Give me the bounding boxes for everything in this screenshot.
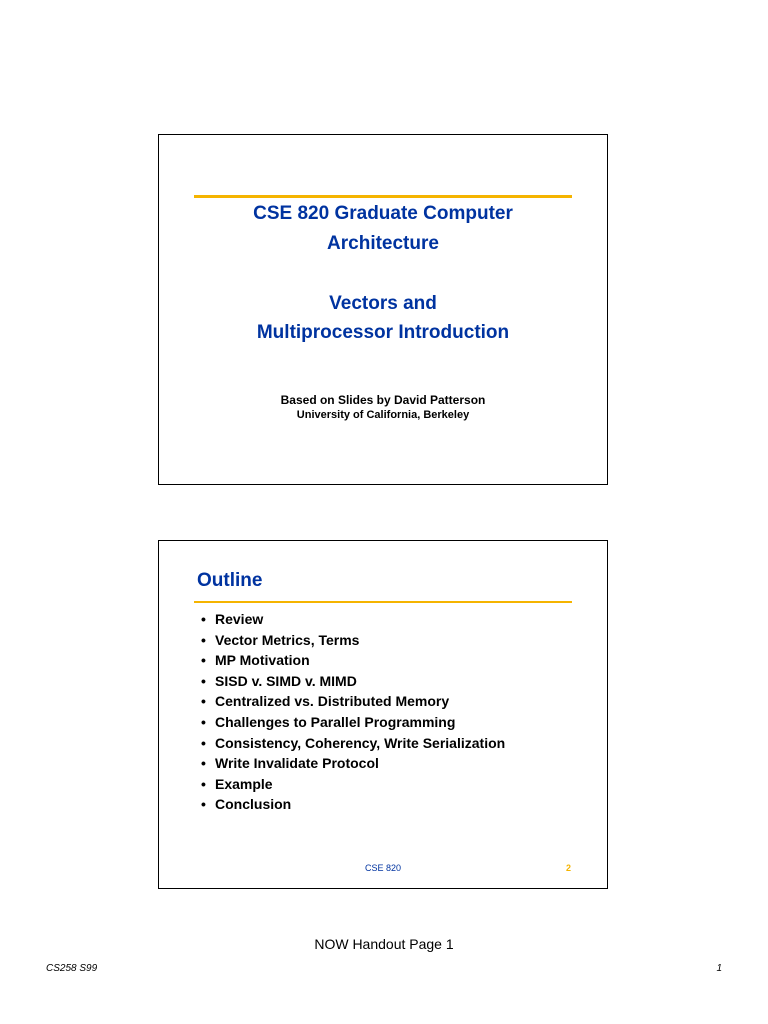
title-rule	[194, 195, 572, 198]
page-footer-left: CS258 S99	[46, 963, 98, 974]
bullet-icon: •	[201, 713, 206, 730]
outline-list	[201, 609, 505, 815]
list-item: • Review	[201, 609, 505, 630]
slide-number: 2	[565, 863, 571, 873]
bullet-icon: •	[201, 611, 206, 627]
list-item: • Challenges to Parallel Programming	[201, 712, 505, 733]
affiliation-line: University of California, Berkeley	[296, 409, 470, 421]
slide-title-line-1: CSE 820 Graduate Computer	[253, 203, 513, 224]
bullet-icon: •	[201, 734, 206, 751]
list-item: • Vector Metrics, Terms	[201, 630, 505, 651]
bullet-icon: •	[201, 693, 206, 710]
list-item: • Example	[201, 774, 505, 795]
title-slide	[158, 134, 608, 485]
bullet-icon: •	[201, 796, 206, 813]
slide-footer: CSE 820	[364, 863, 402, 873]
credit-line: Based on Slides by David Patterson	[280, 393, 486, 407]
outline-title: Outline	[197, 570, 263, 591]
list-item: • SISD v. SIMD v. MIMD	[201, 671, 505, 692]
page-number: 1	[716, 963, 722, 974]
list-item: • Conclusion	[201, 794, 505, 815]
list-item: • MP Motivation	[201, 650, 505, 671]
list-item: • Write Invalidate Protocol	[201, 753, 505, 774]
slide-title-line-2: Architecture	[327, 233, 439, 254]
handout-label: NOW Handout Page 1	[314, 936, 454, 952]
outline-rule	[194, 601, 572, 603]
list-item: • Centralized vs. Distributed Memory	[201, 691, 505, 712]
bullet-icon: •	[201, 775, 206, 792]
slide-subtitle-line-1: Vectors and	[329, 293, 437, 314]
bullet-icon: •	[201, 631, 206, 648]
bullet-icon: •	[201, 755, 206, 772]
slide-subtitle-line-2: Multiprocessor Introduction	[256, 322, 510, 343]
bullet-icon: •	[201, 652, 206, 669]
bullet-icon: •	[201, 672, 206, 689]
list-item: • Consistency, Coherency, Write Serialization	[201, 733, 505, 754]
outline-slide	[158, 540, 608, 889]
